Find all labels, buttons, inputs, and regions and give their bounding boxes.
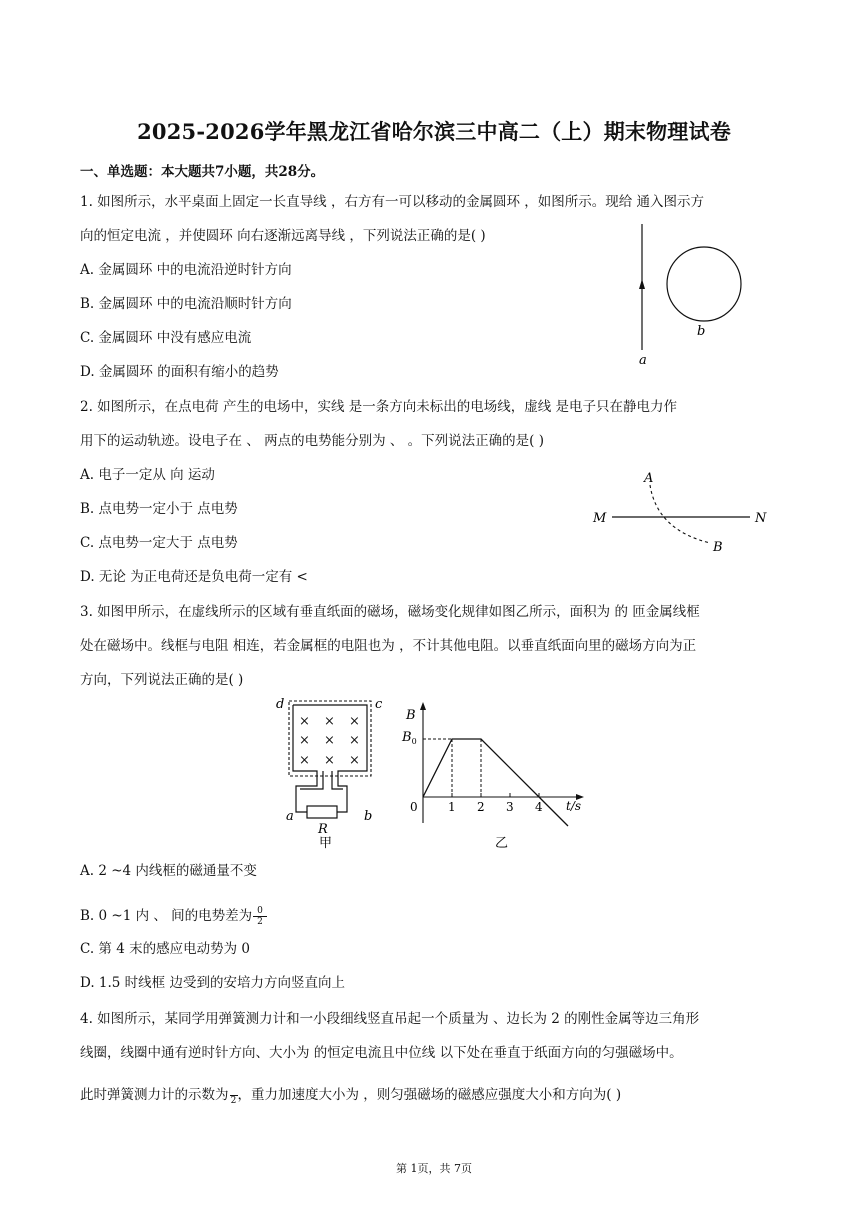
q1-label-ring: b	[697, 324, 706, 339]
chart-series-line	[423, 739, 568, 826]
q1-option-a: A. 金属圆环 中的电流沿逆时针方向	[80, 262, 292, 278]
q3-label-b: b	[364, 809, 373, 824]
q1-label-wire: a	[639, 353, 647, 368]
q1-stem-line2: 向的恒定电流 ，并使圆环 向右逐渐远离导线 ，下列说法正确的是( )	[80, 228, 486, 244]
q3-option-c: C. 第 4 末的感应电动势为 0	[80, 941, 250, 957]
q3-option-a: A. 2 ~4 内线框的磁通量不变	[80, 863, 257, 879]
q2-option-d: D. 无论 为正电荷还是负电荷一定有 <	[80, 569, 308, 585]
q1-figure	[620, 222, 760, 372]
q2-label-a: A	[644, 471, 654, 486]
svg-text:×: ×	[349, 733, 360, 748]
svg-text:×: ×	[324, 714, 335, 729]
svg-text:×: ×	[299, 733, 310, 748]
q3-bt-chart	[398, 700, 588, 855]
chart-tick-label: 4	[535, 800, 543, 814]
q1-current-arrow-icon	[639, 279, 645, 289]
q2-option-c: C. 点电势一定大于 点电势	[80, 535, 238, 551]
chart-tick-label: 3	[506, 800, 514, 814]
chart-tick-label: 2	[477, 800, 485, 814]
q2-option-a: A. 电子一定从 向 运动	[80, 467, 215, 483]
chart-x-label: t/s	[566, 799, 582, 813]
chart-tick-label: 1	[448, 800, 456, 814]
q3-option-b: B. 0 ~1 内 、 间的电势差为 $\frac{0}{2}$	[80, 906, 267, 927]
q3-label-r: R	[318, 822, 328, 837]
q3-option-d: D. 1.5 时线框 边受到的安培力方向竖直向上	[80, 975, 345, 991]
section-header: 一、单选题：本大题共7小题，共28分。	[80, 164, 325, 180]
svg-text:×: ×	[324, 753, 335, 768]
q1-stem-line1: 1. 如图所示，水平桌面上固定一长直导线 ，右方有一可以移动的金属圆环 ，如图所示。现给 通入图示方	[80, 194, 705, 210]
q2-stem-line2: 用下的运动轨迹。设电子在 、 两点的电势能分别为 、 。下列说法正确的是( )	[80, 433, 544, 449]
q1-option-c: C. 金属圆环 中没有感应电流	[80, 330, 252, 346]
q3-stem-line3: 方向，下列说法正确的是( )	[80, 672, 244, 688]
page-footer: 第 1页，共 7页	[396, 1162, 472, 1175]
q3-figure-jia	[272, 694, 392, 852]
chart-y-label: B	[406, 708, 416, 723]
q4-stem-line3: 此时弹簧测力计的示数为 2 ，重力加速度大小为 ，则匀强磁场的磁感应强度大小和方向为( )	[80, 1087, 622, 1106]
q2-label-b: B	[713, 540, 723, 555]
q3-resistor	[307, 806, 337, 818]
q3-label-a: a	[286, 809, 294, 824]
q2-stem-line1: 2. 如图所示，在点电荷 产生的电场中，实线 是一条方向未标出的电场线，虚线 是电子只在静电力作	[80, 399, 678, 415]
q3-caption-jia: 甲	[319, 836, 333, 851]
q2-label-m: M	[593, 511, 607, 526]
svg-text:×: ×	[324, 733, 335, 748]
chart-origin-label: 0	[410, 800, 418, 814]
q3-field-crosses	[299, 714, 360, 768]
q2-trajectory	[650, 485, 710, 543]
page-title: 2025-2026学年黑龙江省哈尔滨三中高二（上）期末物理试卷	[137, 119, 731, 144]
q2-option-b: B. 点电势一定小于 点电势	[80, 501, 238, 517]
svg-text:×: ×	[299, 714, 310, 729]
svg-text:×: ×	[349, 714, 360, 729]
q1-ring	[667, 247, 741, 321]
q3-label-d: d	[276, 697, 285, 712]
q4-stem-line2: 线圈，线圈中通有逆时针方向、大小为 的恒定电流且中位线 以下处在垂直于纸面方向的匀强磁场中。	[80, 1045, 683, 1061]
q1-option-d: D. 金属圆环 的面积有缩小的趋势	[80, 364, 279, 380]
svg-text:×: ×	[349, 753, 360, 768]
q2-figure	[585, 468, 785, 558]
chart-y-arrow-icon	[420, 702, 426, 710]
q4-stem-line1: 4. 如图所示，某同学用弹簧测力计和一小段细线竖直吊起一个质量为 、边长为 2 的刚性金属等边三角形	[80, 1011, 700, 1027]
q4-fraction: 2	[230, 1085, 238, 1106]
q3-stem-line1: 3. 如图甲所示，在虚线所示的区域有垂直纸面的磁场，磁场变化规律如图乙所示，面积为 的 匝金属线框	[80, 604, 700, 620]
svg-text:×: ×	[299, 753, 310, 768]
q2-label-n: N	[755, 511, 767, 526]
q3-leads	[300, 781, 343, 789]
chart-x-ticks	[448, 793, 543, 814]
q3-label-c: c	[375, 697, 383, 712]
q1-option-b: B. 金属圆环 中的电流沿顺时针方向	[80, 296, 292, 312]
chart-b0-label: $B_0$	[402, 730, 417, 746]
chart-guides	[423, 739, 481, 797]
q3-caption-yi: 乙	[495, 836, 509, 851]
q3-stem-line2: 处在磁场中。线框与电阻 相连，若金属框的电阻也为 ，不计其他电阻。以垂直纸面向里的磁场方向为正	[80, 638, 697, 654]
q3-option-b-fraction: $\frac{0}{2}$	[253, 906, 267, 927]
